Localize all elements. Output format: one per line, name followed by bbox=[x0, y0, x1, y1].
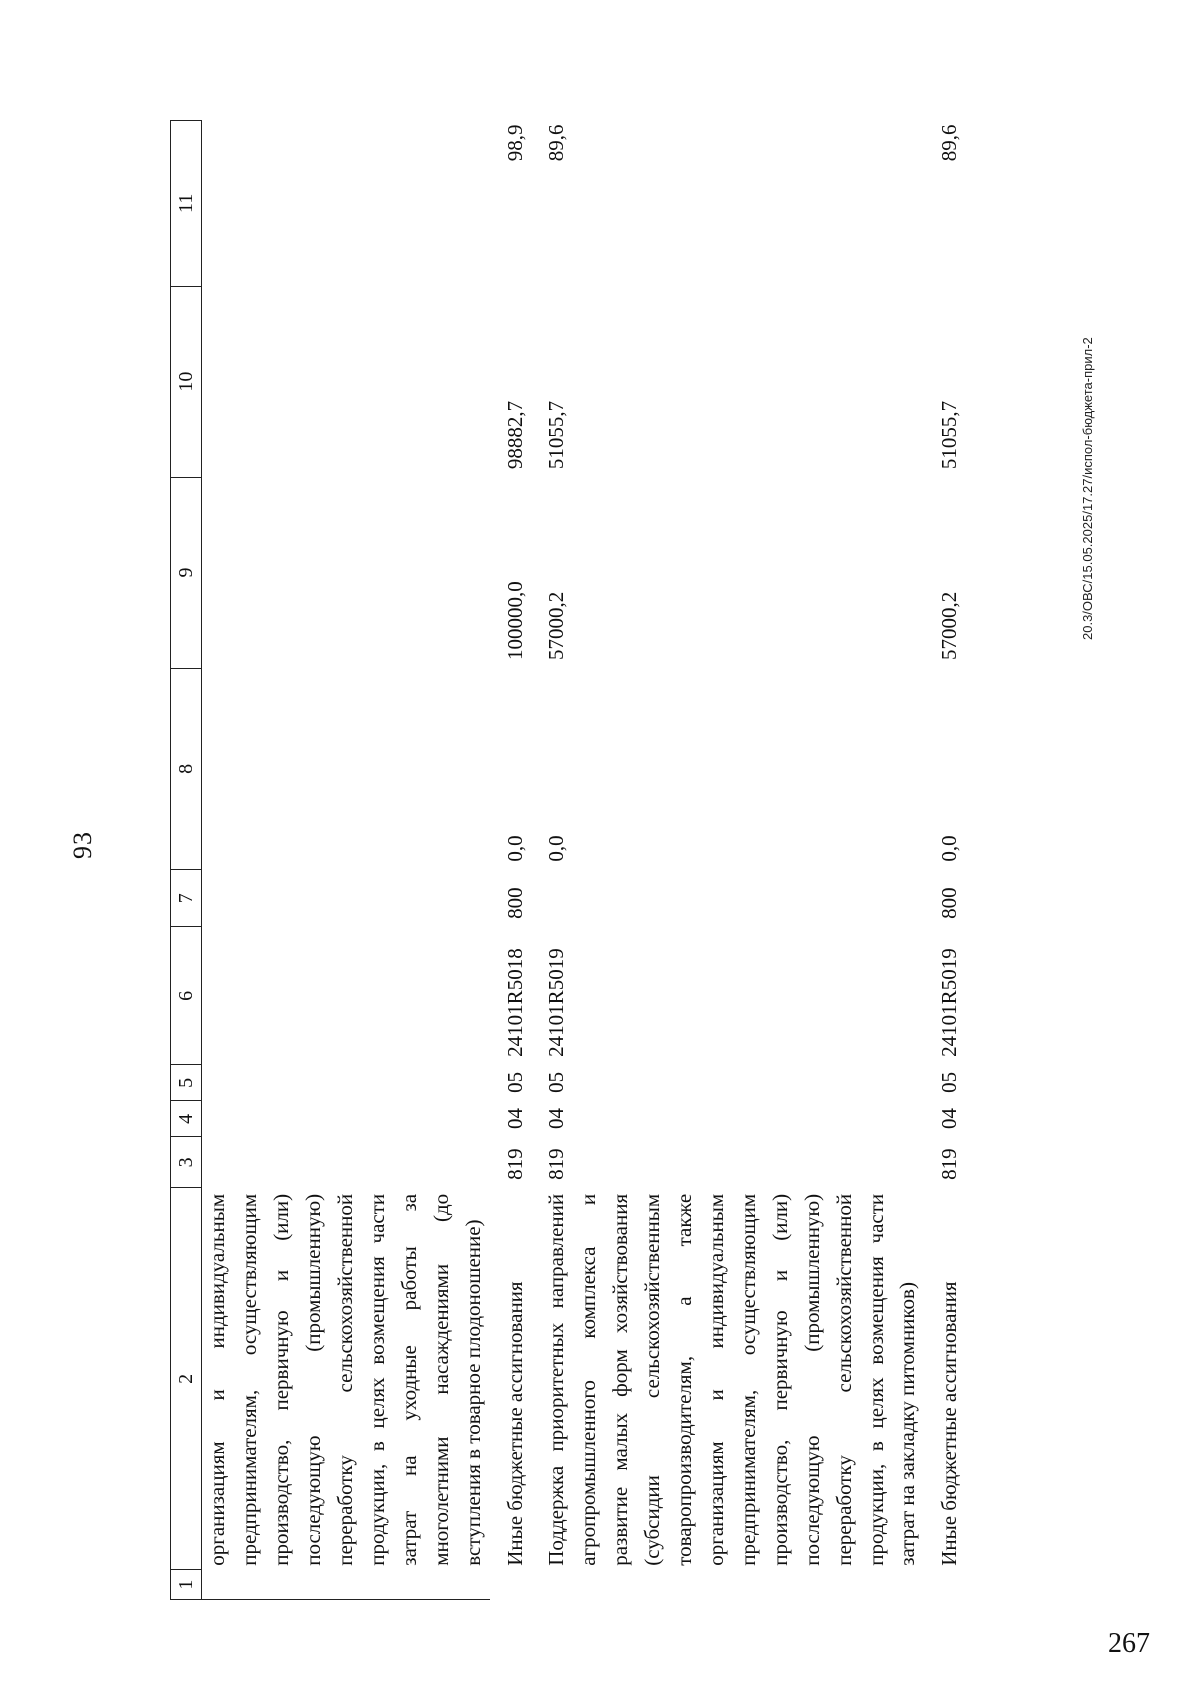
sheet-number: 267 bbox=[1108, 1628, 1150, 1659]
cell-gr: 819 bbox=[502, 1148, 527, 1180]
header-col-6: 6 bbox=[171, 927, 202, 1065]
cell-col8: 0,0 bbox=[502, 835, 527, 862]
table-header-row bbox=[171, 121, 202, 1600]
cell-col8 bbox=[202, 668, 490, 870]
cell-csr: 24101R5019 bbox=[544, 948, 569, 1057]
cell-pr bbox=[202, 1065, 490, 1101]
cell-col9: 100000,0 bbox=[502, 581, 527, 661]
cell-pr: 05 bbox=[544, 1071, 569, 1093]
footer-document-id: 20.3/ОВС/15.05.2025/17.27/испол-бюджета-прил-2 bbox=[1080, 337, 1095, 640]
row-description: организациям и индивидуальным предпринимателям, осуществляющим производство, первичную и (или) последующую (промышленную) переработку сельскохозяйственной продукции, в целях возмещения части затрат на уходные работы за многолетними насаждениями (до вступления в товарное плодоношение) bbox=[205, 1193, 485, 1566]
header-col-9: 9 bbox=[171, 477, 202, 668]
cell-rz: 04 bbox=[502, 1107, 527, 1129]
cell-col10 bbox=[202, 286, 490, 477]
budget-table bbox=[170, 120, 966, 1600]
cell-col10: 98882,7 bbox=[502, 400, 527, 470]
cell-col8: 0,0 bbox=[937, 835, 962, 862]
row-description: Иные бюджетные ассигнования bbox=[937, 1281, 962, 1566]
cell-vr bbox=[531, 870, 924, 927]
row-description: Поддержка приоритетных направлений агропромышленного комплекса и развитие малых форм хозяйствования (субсидии сельскохозяйственным товаропроизводителям, а также организациям и индивидуальным предпринимателям, осуществляющим производство, первичную и (или) последующую (промышленную) переработку сельскохозяйственной продукции, в целях возмещения части затрат на закладку питомников) bbox=[544, 1193, 920, 1566]
cell-col11: 98,9 bbox=[502, 124, 527, 162]
row-description: Иные бюджетные ассигнования bbox=[502, 1281, 527, 1566]
cell-col11 bbox=[202, 121, 490, 287]
cell-col11: 89,6 bbox=[937, 124, 962, 162]
header-col-2: 2 bbox=[171, 1188, 202, 1570]
header-col-7: 7 bbox=[171, 870, 202, 927]
cell-col9: 57000,2 bbox=[544, 591, 569, 661]
cell-csr: 24101R5019 bbox=[937, 948, 962, 1057]
table-row bbox=[531, 121, 924, 1600]
row-marker bbox=[202, 1570, 490, 1600]
cell-col8: 0,0 bbox=[544, 835, 569, 862]
header-col-10: 10 bbox=[171, 286, 202, 477]
cell-vr: 800 bbox=[937, 887, 962, 919]
header-col-5: 5 bbox=[171, 1065, 202, 1101]
cell-rz: 04 bbox=[937, 1107, 962, 1129]
cell-gr: 819 bbox=[937, 1148, 962, 1180]
cell-csr: 24101R5018 bbox=[502, 948, 527, 1057]
cell-rz bbox=[202, 1101, 490, 1137]
table-row bbox=[490, 121, 532, 1600]
cell-col10: 51055,7 bbox=[937, 400, 962, 470]
budget-table-wrapper bbox=[170, 120, 966, 1600]
cell-vr: 800 bbox=[502, 887, 527, 919]
cell-gr bbox=[202, 1137, 490, 1188]
cell-col11: 89,6 bbox=[544, 124, 569, 162]
cell-gr: 819 bbox=[544, 1148, 569, 1180]
row-marker bbox=[490, 1570, 532, 1600]
cell-rz: 04 bbox=[544, 1107, 569, 1129]
table-row bbox=[924, 121, 966, 1600]
table-row bbox=[202, 121, 490, 1600]
row-marker bbox=[924, 1570, 966, 1600]
rotated-page bbox=[40, 50, 1120, 1640]
page-number: 93 bbox=[68, 831, 97, 859]
row-marker bbox=[531, 1570, 924, 1600]
header-col-3: 3 bbox=[171, 1137, 202, 1188]
cell-csr bbox=[202, 927, 490, 1065]
cell-vr bbox=[202, 870, 490, 927]
header-col-4: 4 bbox=[171, 1101, 202, 1137]
cell-col9: 57000,2 bbox=[937, 591, 962, 661]
cell-pr: 05 bbox=[502, 1071, 527, 1093]
header-col-11: 11 bbox=[171, 121, 202, 287]
header-col-1: 1 bbox=[171, 1570, 202, 1600]
cell-col10: 51055,7 bbox=[544, 400, 569, 470]
cell-pr: 05 bbox=[937, 1071, 962, 1093]
header-col-8: 8 bbox=[171, 668, 202, 870]
cell-col9 bbox=[202, 477, 490, 668]
